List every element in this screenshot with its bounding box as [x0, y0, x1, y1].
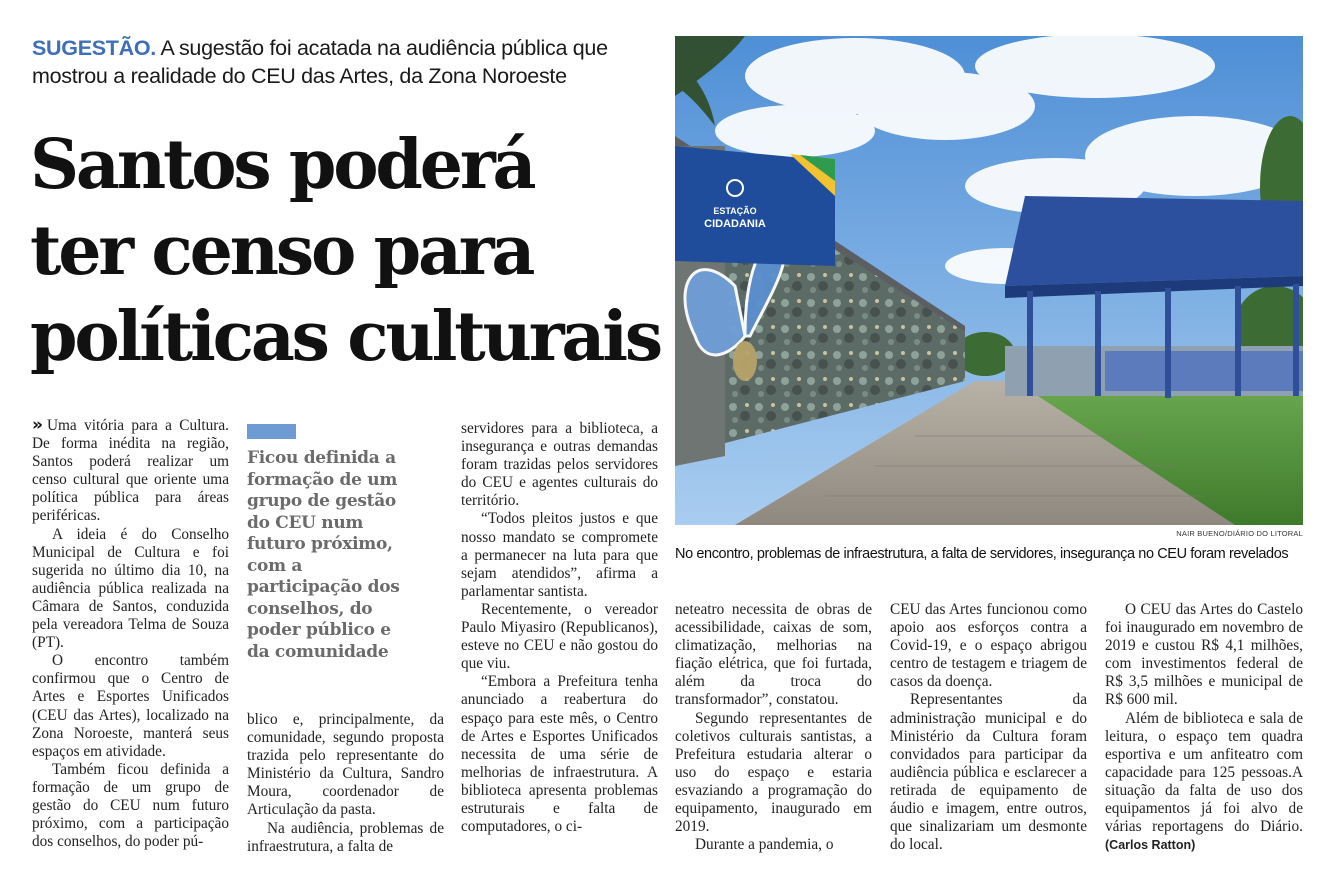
kicker-text: A sugestão foi acatada na audiência pública que mostrou a realidade do CEU das Artes, da Zona Noroeste [32, 36, 608, 88]
headline-line-3: políticas culturais [30, 297, 660, 377]
headline [30, 122, 670, 380]
pullquote-accent-bar [247, 424, 296, 439]
paragraph: “Embora a Prefeitura tenha anunciado a reabertura do espaço para este mês, o Centro de Artes e Esportes Unificados necessita de uma série de melhorias de infraestrutura. A biblioteca apresenta problemas estruturais e falta de computadores, o ci- [461, 673, 658, 836]
photo-caption: No encontro, problemas de infraestrutura, a falta de servidores, insegurança no CEU foram revelados [675, 546, 1289, 562]
photo-illustration [675, 36, 1303, 525]
paragraph: Também ficou definida a formação de um grupo de gestão do CEU num futuro próximo, com a participação dos conselhos, do poder pú- [32, 760, 229, 851]
paragraph: Segundo representantes de coletivos culturais santistas, a Prefeitura estudaria alterar o uso do espaço e estaria esvaziando a programação do equipamento, inaugurado em 2019. [675, 709, 872, 836]
paragraph: blico e, principalmente, da comunidade, segundo proposta trazida pelo representante do Ministério da Cultura, Sandro Moura, coordenador de Articulação da pasta. [247, 711, 444, 819]
article-column-2 [247, 711, 444, 856]
article-column-4 [675, 601, 872, 854]
headline-line-1: Santos poderá [30, 125, 534, 205]
article-column-5 [890, 601, 1087, 854]
article-column-3 [461, 420, 658, 836]
author-signature: (Carlos Ratton) [1105, 838, 1196, 853]
paragraph [32, 416, 229, 526]
estacao-cidadania-sign [675, 146, 835, 266]
kicker-tag: SUGESTÃO. [32, 36, 156, 60]
paragraph: Durante a pandemia, o [695, 836, 834, 854]
paragraph: Recentemente, o vereador Paulo Miyasiro (Republicanos), esteve no CEU e não gostou do que viu. [461, 600, 658, 673]
kicker [32, 34, 652, 90]
paragraph: “Todos pleitos justos e que nosso mandato se compromete a permanecer na luta para que sejam atendidos”, afirma a parlamentar santista. [461, 510, 658, 600]
headline-line-2: ter censo para [30, 211, 533, 291]
paragraph: O encontro também confirmou que o Centro de Artes e Esportes Unificados (CEU das Artes), localizado na Zona Noroeste, manterá seus espaços em atividade. [32, 652, 229, 760]
sign-line-1: ESTAÇÃO [713, 206, 757, 216]
paragraph: servidores para a biblioteca, a insegurança e outras demandas foram trazidas pelos servidores do CEU e agentes culturais do território. [461, 420, 658, 510]
chevron-icon: » [32, 415, 43, 435]
paragraph-text: Além de biblioteca e sala de leitura, o espaço tem quadra esportiva e um anfiteatro com capacidade para 125 pessoas.A situação da falta de uso dos equipamentos já foi alvo de várias reportagens do Diário. [1105, 709, 1303, 836]
pullquote: Ficou definida a formação de um grupo de gestão do CEU num futuro próximo, com a participação dos conselhos, do poder público e da comunidade [247, 448, 400, 662]
paragraph [1105, 710, 1303, 855]
article-column-1 [32, 416, 229, 851]
paragraph-text: Uma vitória para a Cultura. De forma inédita na região, Santos poderá realizar um censo cultural que oriente uma política pública para áreas periféricas. [32, 417, 229, 525]
paragraph: A ideia é do Conselho Municipal de Cultura e foi sugerida no último dia 10, na audiência pública realizada na Câmara de Santos, conduzida pela vereadora Telma de Souza (PT). [32, 525, 229, 652]
paragraph: Na audiência, problemas de infraestrutura, a falta de [247, 819, 444, 855]
article-photo [675, 36, 1303, 525]
article-column-6 [1105, 601, 1303, 854]
paragraph: O CEU das Artes do Castelo foi inaugurado em novembro de 2019 e custou R$ 4,1 milhões, com investimentos federal de R$ 3,5 milhões e municipal de R$ 600 mil. [1105, 601, 1303, 709]
photo-credit: NAIR BUENO/DIÁRIO DO LITORAL [1176, 529, 1303, 538]
paragraph: neteatro necessita de obras de acessibilidade, caixas de som, climatização, melhorias na fiação elétrica, que foi furtada, além da troca do transformador”, constatou. [675, 601, 872, 709]
sign-line-2: CIDADANIA [704, 218, 766, 230]
paragraph: CEU das Artes funcionou como apoio aos esforços contra a Covid-19, e o espaço abrigou centro de testagem e triagem de casos da doença. [890, 601, 1087, 691]
paragraph: Representantes da administração municipal e do Ministério da Cultura foram convidados para participar da audiência pública e esclarecer a retirada de equipamento de áudio e imagem, entre outros, que sinalizariam um desmonte do local. [890, 691, 1087, 854]
